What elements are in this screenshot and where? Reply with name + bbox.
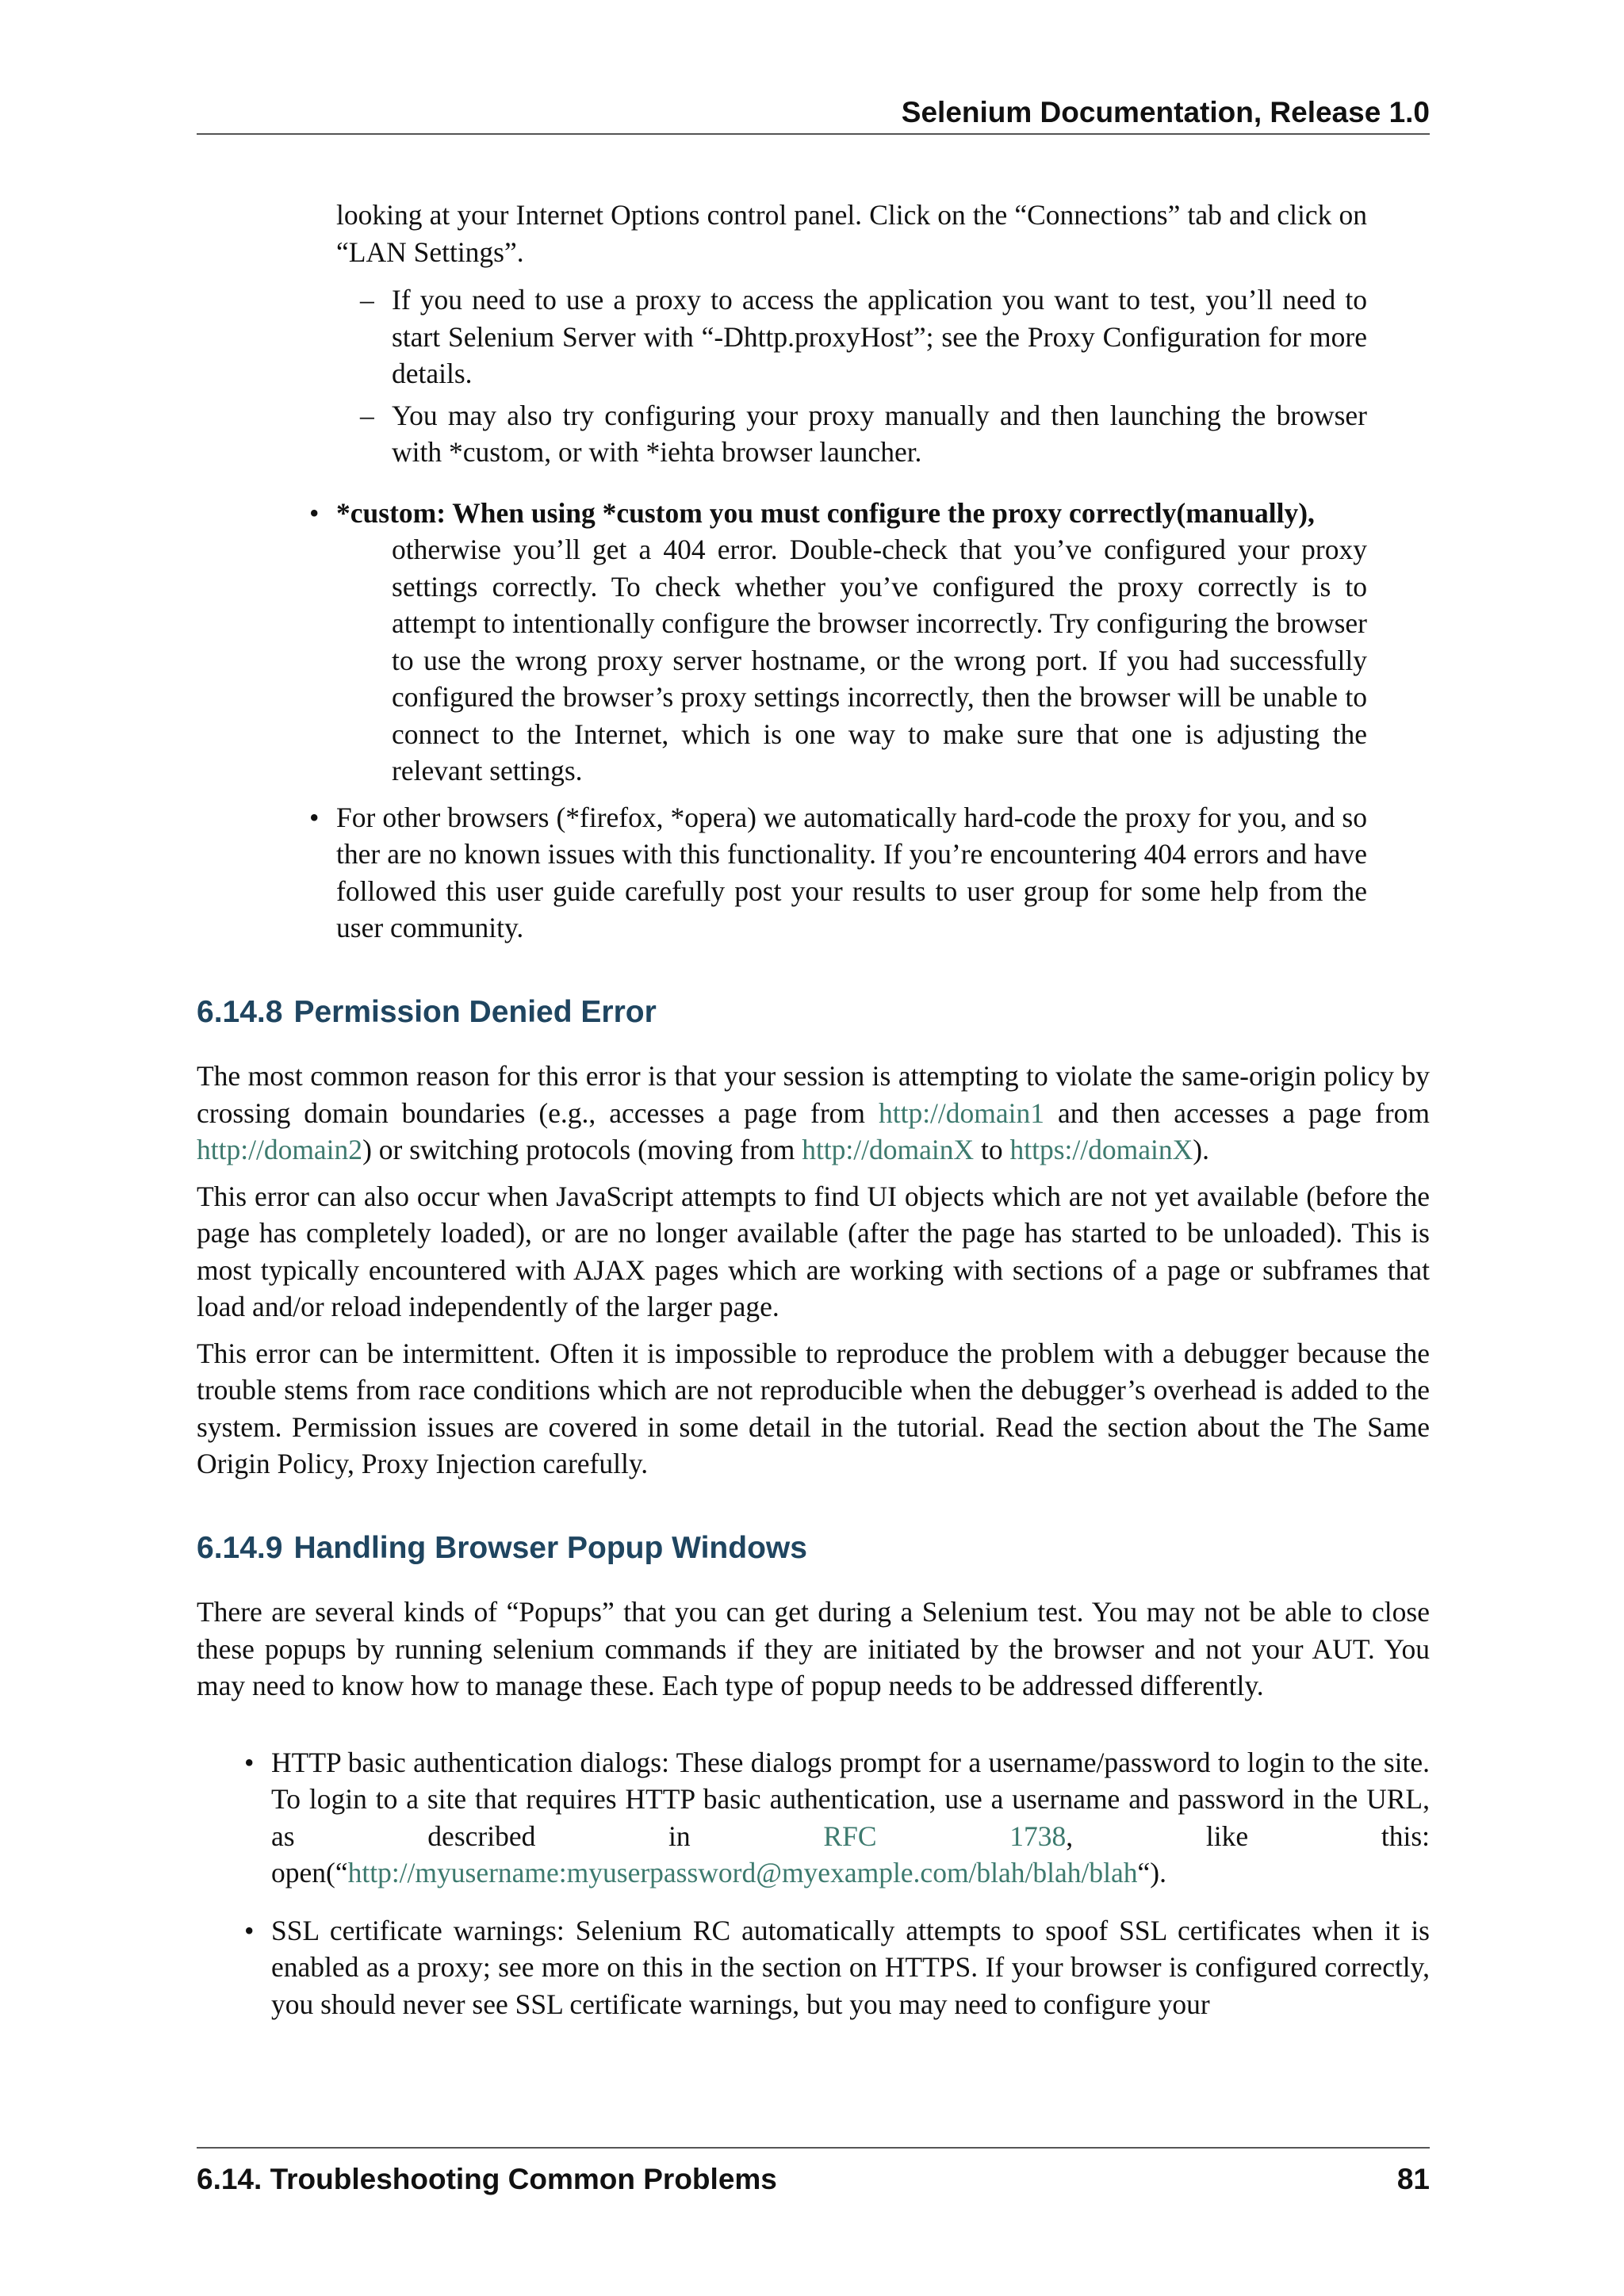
section-heading-permission-denied: [197, 994, 1430, 1031]
section-number: 6.14.8: [197, 994, 283, 1029]
paragraph-intermittent: This error can be intermittent. Often it is impossible to reproduce the problem with a debugger because the trouble stems from race conditions which are not reproducible when the debugger’s overhead is added to the system. Permission issues are covered in some detail in the tutorial. Read the section about the The Same Origin Policy, Proxy Injection carefully.: [197, 1337, 1430, 1479]
bullet-marker: •: [309, 496, 320, 529]
bullet-marker: •: [309, 801, 320, 833]
page-content: [197, 197, 1430, 2022]
text-run: and then accesses a page from: [1044, 1096, 1430, 1129]
section-heading-popup-windows: [197, 1530, 1430, 1567]
bullet-http-auth-text: [271, 1744, 1430, 1892]
bullet-other-browsers: [309, 799, 1367, 947]
paragraph-javascript-ui-objects: This error can also occur when JavaScript attempts to find UI objects which are not yet available (before the page has completely loaded), or are no longer available (after the page has started to be unloaded). This is most typically encountered with AJAX pages which are working with sections of a page or subframes that load and/or reload independently of the larger page.: [197, 1180, 1430, 1322]
section-number: 6.14.9: [197, 1530, 283, 1565]
bullet-other-browsers-text: For other browsers (*firefox, *opera) we automatically hard-code the proxy for you, and so ther are no known issues with this functionality. If you’re encountering 404 errors and have followed this user guide carefully post your results to user group for some help from the user community.: [336, 801, 1367, 943]
footer-section: 6.14. Troubleshooting Common Problems: [197, 2163, 777, 2195]
link-domainx-http[interactable]: http://domainX: [802, 1134, 975, 1165]
link-domain1[interactable]: http://domain1: [878, 1096, 1045, 1129]
dash-item-text: You may also try configuring your proxy manually and then launching the browser with *custom, or with *iehta browser launcher.: [392, 399, 1367, 468]
link-domain2[interactable]: http://domain2: [197, 1134, 363, 1165]
text-run: “).: [1137, 1857, 1166, 1888]
text-run: ).: [1193, 1134, 1209, 1165]
bullet-custom-text: otherwise you’ll get a 404 error. Double-check that you’ve configured your proxy settings correctly. To check whether you’ve configured the proxy correctly is to attempt to intentionally configure the browser incorrectly. Try configuring the browser to use the wrong proxy server hostname, or the wrong port. If you had successfully configured the browser’s proxy settings incorrectly, then the browser will be unable to connect to the Internet, which is one way to make sure that one is adjusting the relevant settings.: [392, 534, 1367, 786]
paragraph-popups-intro: There are several kinds of “Popups” that you can get during a Selenium test. You may not be able to close these popups by running selenium commands if they are initiated by the browser and not your AUT. You may need to know how to manage these. Each type of popup needs to be addressed differently.: [197, 1596, 1430, 1701]
link-domainx-https[interactable]: https://domainX: [1009, 1134, 1193, 1165]
text-run: The most common reason for this error is that your session is attempting to violate the same-origin policy by crossing domain boundaries (e.g., accesses a page from: [197, 1060, 1430, 1129]
link-rfc-1738[interactable]: RFC 1738: [823, 1820, 1067, 1852]
dash-item-manual-proxy: [360, 397, 1367, 471]
header-title: Selenium Documentation, Release 1.0: [901, 96, 1430, 128]
intro-continuation: looking at your Internet Options control panel. Click on the “Connections” tab and click on “LAN Settings”.: [336, 199, 1367, 268]
page-header: [197, 92, 1430, 135]
bullet-http-auth: [244, 1744, 1430, 1892]
dash-item-text: If you need to use a proxy to access the application you want to test, you’ll need to start Selenium Server with “-Dhttp.proxyHost”; see the Proxy Configuration for more details.: [392, 284, 1367, 389]
bullet-ssl-warnings: [244, 1912, 1430, 2023]
bullet-ssl-warnings-text: SSL certificate warnings: Selenium RC automatically attempts to spoof SSL certificates when it is enabled as a proxy; see more on this in the section on HTTPS. If your browser is configured correctly, you should never see SSL certificate warnings, but you may need to configure your: [271, 1914, 1430, 2020]
dash-marker: –: [360, 284, 374, 316]
bullet-custom-lead: *custom: When using *custom you must configure the proxy correctly(manually),: [336, 496, 1315, 529]
text-run: to: [974, 1134, 1010, 1165]
section-title: Handling Browser Popup Windows: [293, 1530, 807, 1565]
page-footer: [197, 2147, 1430, 2196]
bullet-marker: •: [244, 1914, 255, 1946]
section-title: Permission Denied Error: [293, 994, 657, 1029]
bullet-marker: •: [244, 1746, 255, 1778]
link-example-url[interactable]: http://myusername:myuserpassword@myexample.com/blah/blah/blah: [347, 1857, 1138, 1888]
paragraph-same-origin: [197, 1058, 1430, 1169]
text-run: ) or switching protocols (moving from: [362, 1134, 802, 1165]
bullet-custom: [309, 495, 1367, 790]
footer-page-number: 81: [1396, 2163, 1430, 2195]
dash-marker: –: [360, 399, 374, 431]
text-run: , like this: open(“: [271, 1820, 1430, 1888]
text-run: HTTP basic authentication dialogs: These dialogs prompt for a username/password to login to the site. To login to a site that requires HTTP basic authentication, use a username and password in the URL, as described in: [271, 1746, 1430, 1852]
dash-item-proxy-server: [360, 281, 1367, 392]
